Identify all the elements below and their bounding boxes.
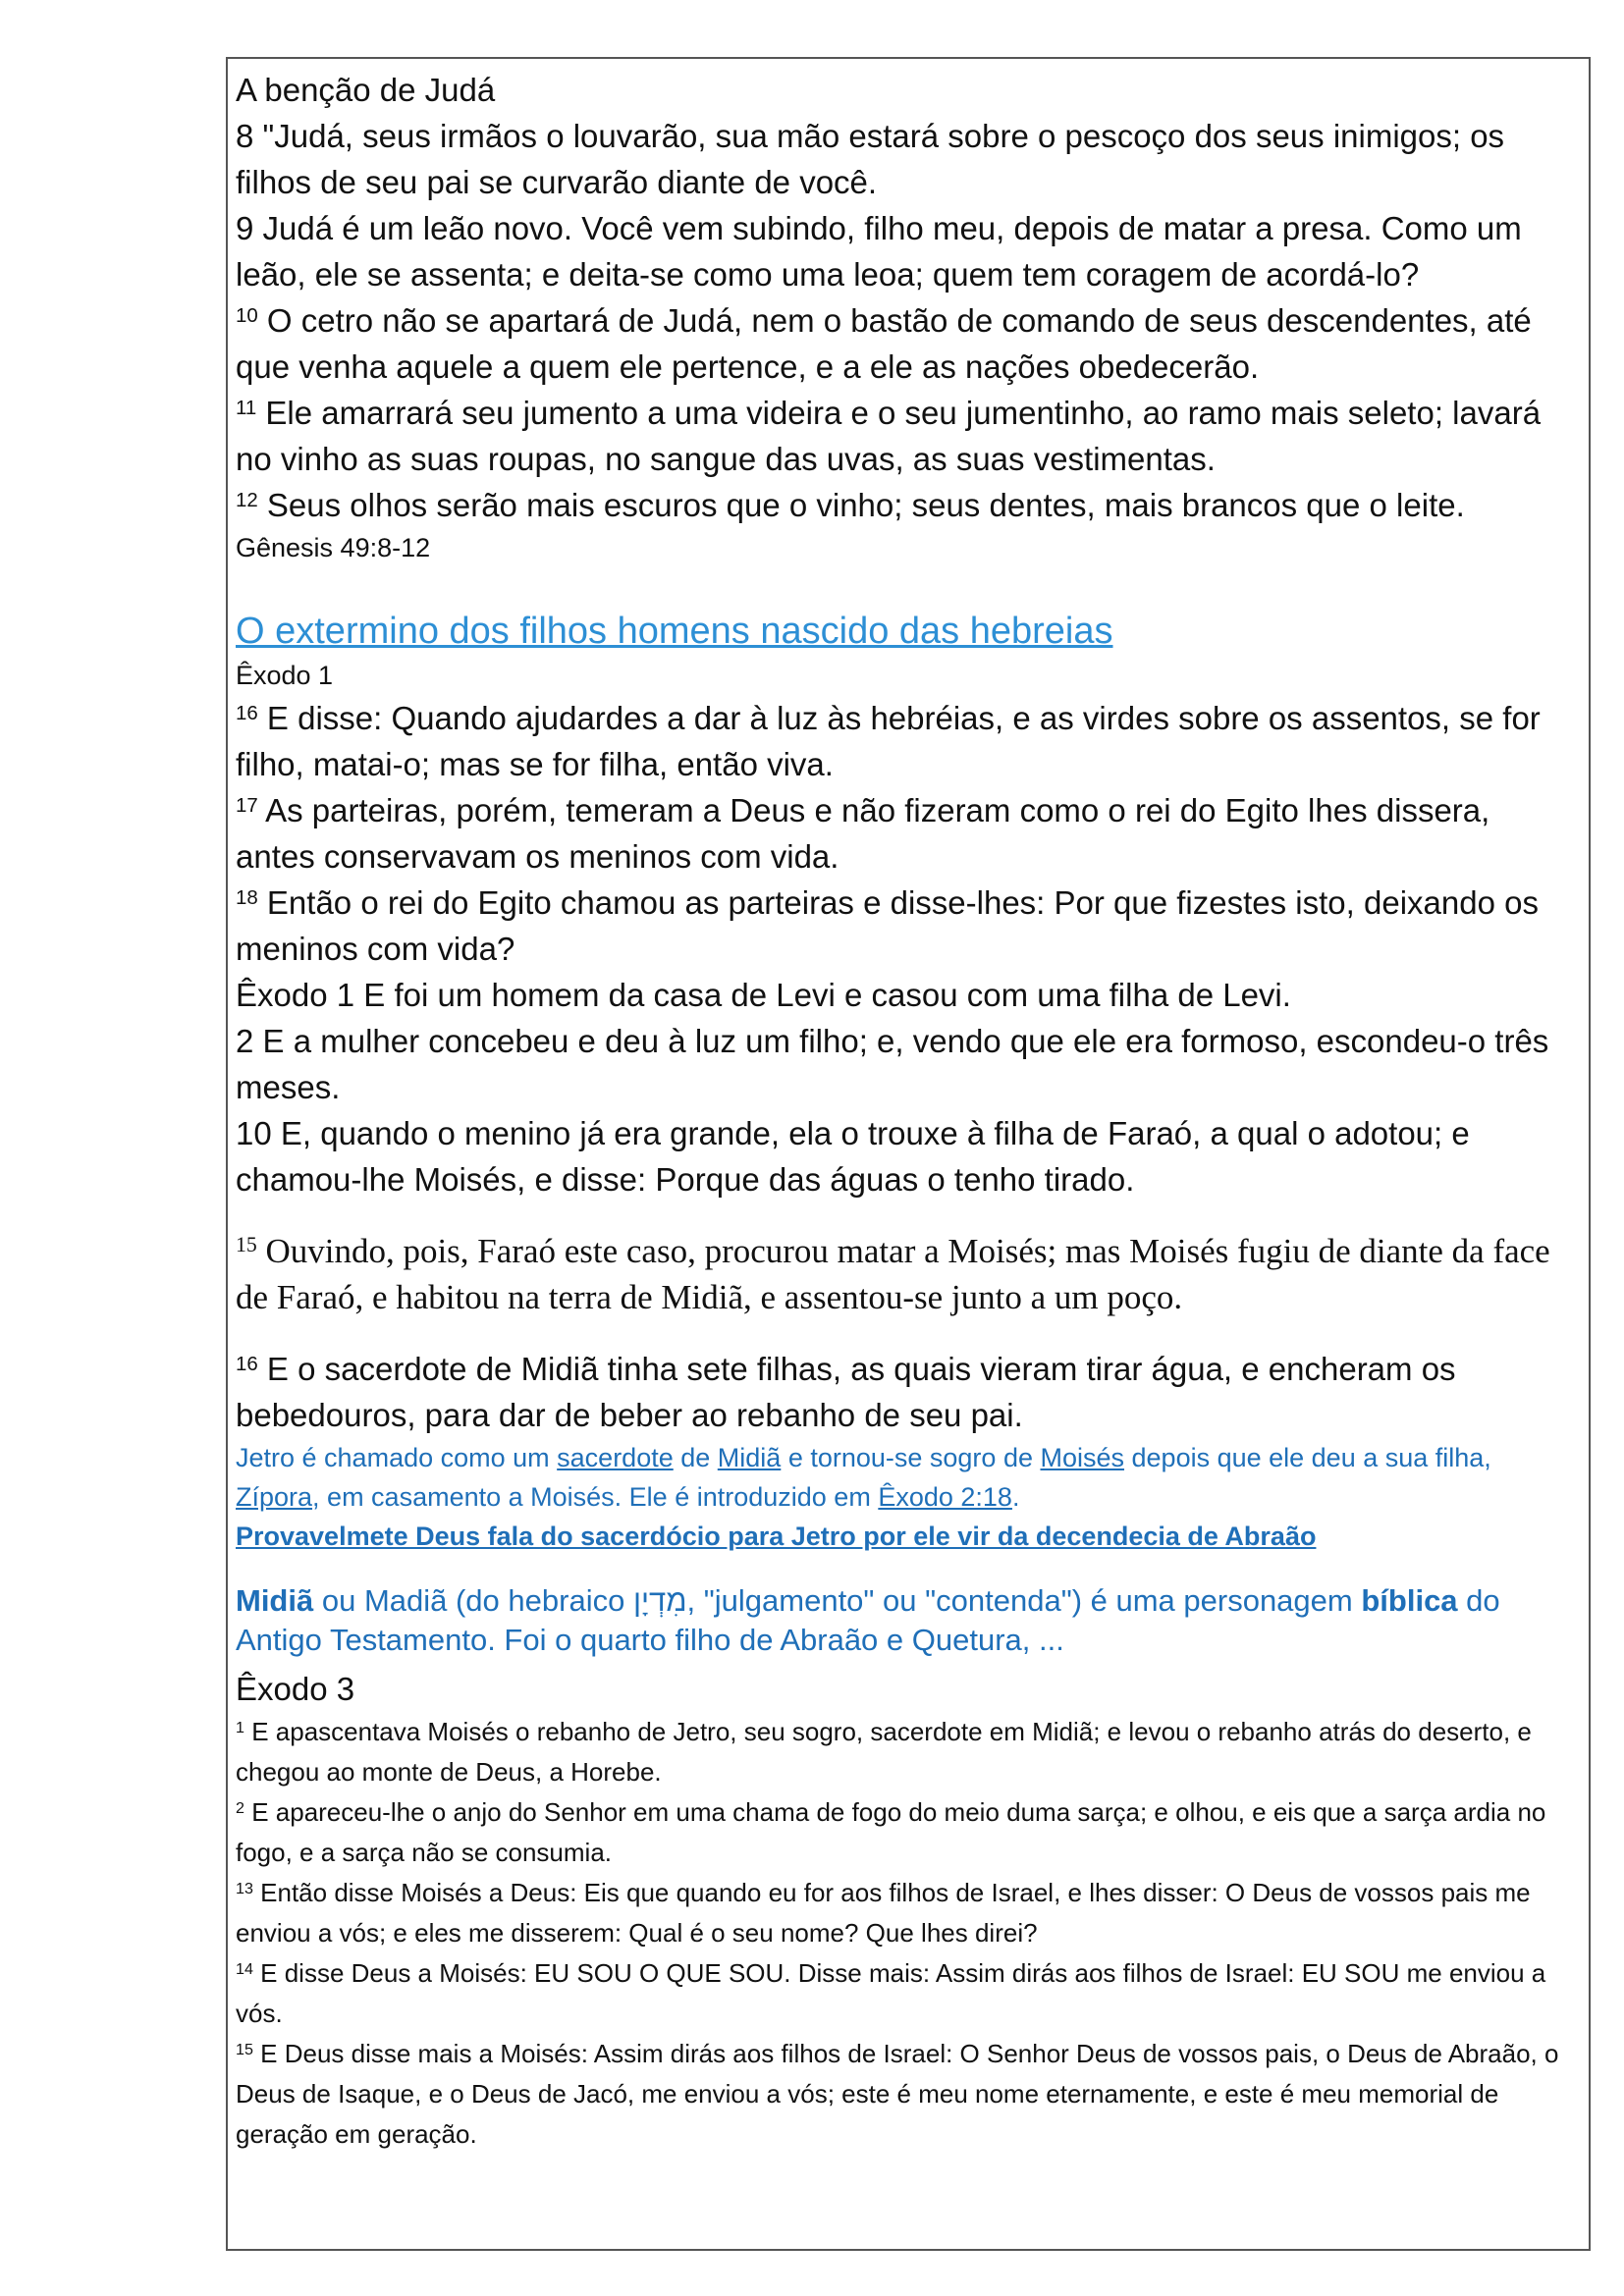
exodus-3-verse-1 (236, 1712, 1577, 1792)
midia-text: ou Madiã (do hebraico מִדְיָן, "julgamento" ou "contenda") é uma personagem (313, 1583, 1362, 1618)
link-midia[interactable]: Midiã (717, 1443, 782, 1472)
jetro-text: Jetro é chamado como um (236, 1443, 558, 1472)
verse-text: Seus olhos serão mais escuros que o vinho; seus dentes, mais brancos que o leite. (266, 487, 1465, 523)
verse-number: 10 (236, 303, 258, 327)
verse-number: 1 (236, 1718, 244, 1736)
reference: Gênesis 49:8-12 (236, 533, 431, 562)
book-label: Êxodo 1 (236, 661, 334, 690)
midia-text: do Antigo Testamento. Foi o quarto filho de Abraão e Quetura, ... (236, 1583, 1500, 1657)
verse-12 (236, 482, 1577, 528)
exodus-1-verse-10: 10 E, quando o menino já era grande, ela o trouxe à filha de Faraó, a qual o adotou; e chamou-lhe Moisés, e disse: Porque das águas o tenho tirado. (236, 1115, 1470, 1198)
exodus-2-verse-15 (236, 1228, 1577, 1320)
exodus-3-verse-2 (236, 1792, 1577, 1873)
verse-10 (236, 297, 1577, 390)
verse-text: E o sacerdote de Midiã tinha sete filhas, as quais vieram tirar água, e encheram os bebedouros, para dar de beber ao rebanho de seu pai. (236, 1351, 1456, 1433)
jetro-text: depois que ele deu a sua filha, (1124, 1443, 1491, 1472)
jetro-text: e tornou-se sogro de (781, 1443, 1041, 1472)
verse-8: 8 "Judá, seus irmãos o louvarão, sua mão estará sobre o pescoço dos seus inimigos; os filhos de seu pai se curvarão diante de você. (236, 118, 1505, 200)
verse-17 (236, 787, 1577, 880)
verse-text: Então disse Moisés a Deus: Eis que quando eu for aos filhos de Israel, e lhes disser: O Deus de vossos pais me enviou a vós; e eles me disserem: Qual é o seu nome? Que lhes direi? (236, 1878, 1531, 1948)
verse-number: 14 (236, 1959, 253, 1978)
verse-text: E apascentava Moisés o rebanho de Jetro, seu sogro, sacerdote em Midiã; e levou o rebanho atrás do deserto, e chegou ao monte de Deus, a Horebe. (236, 1717, 1532, 1787)
jetro-text: , em casamento a Moisés. Ele é introduzido em (312, 1482, 879, 1512)
biblica-term: bíblica (1361, 1583, 1458, 1618)
exodus-3-verse-15 (236, 2034, 1577, 2155)
verse-text: Ouvindo, pois, Faraó este caso, procurou matar a Moisés; mas Moisés fugiu de diante da face de Faraó, e habitou na terra de Midiã, e assentou-se junto a um poço. (236, 1232, 1550, 1316)
verse-number: 16 (236, 701, 258, 724)
link-zipora[interactable]: Zípora (236, 1482, 313, 1512)
section-title: A benção de Judá (236, 72, 496, 108)
exodus-3-verse-13 (236, 1873, 1577, 1953)
verse-text: As parteiras, porém, temeram a Deus e não fizeram como o rei do Egito lhes dissera, antes conservavam os meninos com vida. (236, 792, 1490, 875)
verse-number: 17 (236, 793, 258, 817)
document-frame (226, 57, 1591, 2251)
verse-number: 15 (236, 2040, 253, 2058)
jetro-note: Provavelmete Deus fala do sacerdócio para Jetro por ele vir da decendecia de Abraão (236, 1522, 1317, 1551)
exodus-2-verse-16 (236, 1346, 1577, 1438)
verse-number: 2 (236, 1798, 244, 1817)
verse-text: E disse Deus a Moisés: EU SOU O QUE SOU. Disse mais: Assim dirás aos filhos de Israel: EU SOU me enviou a vós. (236, 1958, 1546, 2028)
section-heading-link[interactable]: O extermino dos filhos homens nascido das hebreias (236, 611, 1113, 652)
verse-number: 18 (236, 885, 258, 909)
verse-11 (236, 390, 1577, 482)
verse-number: 15 (236, 1233, 257, 1257)
verse-text: E disse: Quando ajudardes a dar à luz às hebréias, e as virdes sobre os assentos, se for filho, matai-o; mas se for filha, então viva. (236, 700, 1541, 782)
verse-16 (236, 695, 1577, 787)
jetro-text: de (673, 1443, 718, 1472)
exodus-3-verse-14 (236, 1953, 1577, 2034)
midia-paragraph (236, 1581, 1577, 1660)
book-label-exodus-3: Êxodo 3 (236, 1671, 355, 1707)
verse-number: 16 (236, 1352, 258, 1375)
link-sacerdote[interactable]: sacerdote (557, 1443, 674, 1472)
exodus-1-verse-2: 2 E a mulher concebeu e deu à luz um filho; e, vendo que ele era formoso, escondeu-o três meses. (236, 1023, 1549, 1105)
midia-term: Midiã (236, 1583, 314, 1618)
exodus-1-verse-1: Êxodo 1 E foi um homem da casa de Levi e casou com uma filha de Levi. (236, 977, 1291, 1013)
verse-text: Então o rei do Egito chamou as parteiras e disse-lhes: Por que fizestes isto, deixando os meninos com vida? (236, 884, 1539, 967)
verse-text: O cetro não se apartará de Judá, nem o bastão de comando de seus descendentes, até que venha aquele a quem ele pertence, e a ele as nações obedecerão. (236, 302, 1532, 385)
jetro-text: . (1011, 1482, 1020, 1512)
verse-number: 13 (236, 1879, 253, 1897)
verse-9: 9 Judá é um leão novo. Você vem subindo, filho meu, depois de matar a presa. Como um leão, ele se assenta; e deita-se como uma leoa; quem tem coragem de acordá-lo? (236, 210, 1522, 293)
jetro-paragraph (236, 1438, 1577, 1517)
verse-18 (236, 880, 1577, 972)
verse-text: Ele amarrará seu jumento a uma videira e o seu jumentinho, ao ramo mais seleto; lavará no vinho as suas roupas, no sangue das uvas, as suas vestimentas. (236, 395, 1542, 477)
verse-number: 11 (236, 396, 257, 419)
verse-text: E apareceu-lhe o anjo do Senhor em uma chama de fogo do meio duma sarça; e olhou, e eis que a sarça ardia no fogo, e a sarça não se consumia. (236, 1797, 1546, 1867)
link-exodo-2-18[interactable]: Êxodo 2:18 (878, 1482, 1012, 1512)
verse-number: 12 (236, 488, 258, 511)
verse-text: E Deus disse mais a Moisés: Assim dirás aos filhos de Israel: O Senhor Deus de vossos pais, o Deus de Abraão, o Deus de Isaque, e o Deus de Jacó, me enviou a vós; este é meu nome eternamente, e este é meu memorial de geração em geração. (236, 2039, 1559, 2149)
link-moises[interactable]: Moisés (1040, 1443, 1125, 1472)
